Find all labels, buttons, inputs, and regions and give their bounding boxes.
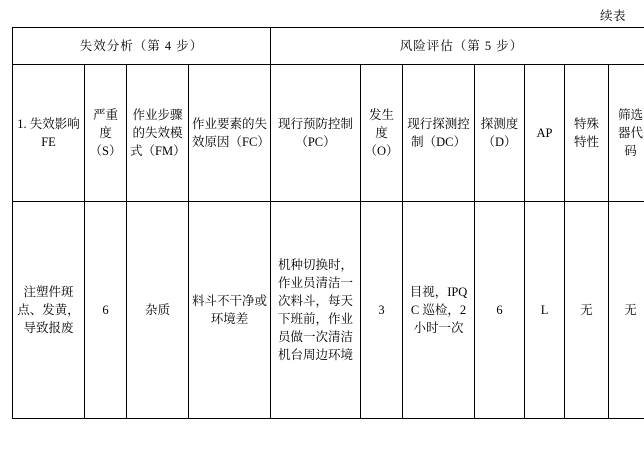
- column-header-prevention-control: 现行预防控制（PC）: [271, 65, 361, 202]
- column-header-severity: 严重度（S）: [85, 65, 127, 202]
- column-header-filter-code: 筛选器代码: [609, 65, 644, 202]
- table-column-header-row: [13, 65, 644, 202]
- table-group-header-row: [13, 28, 644, 65]
- cell-prevention-control: 机种切换时，作业员清洁一次料斗，每天下班前，作业员做一次清洁机台周边环境: [271, 202, 361, 419]
- fmea-table: [12, 27, 644, 419]
- cell-failure-effect: 注塑件斑点、发黄，导致报废: [13, 202, 85, 419]
- group-header-risk-assessment: 风险评估（第 5 步）: [271, 28, 644, 65]
- column-header-failure-cause: 作业要素的失效原因（FC）: [189, 65, 271, 202]
- cell-filter-code: 无: [609, 202, 644, 419]
- column-header-failure-effect: 1. 失效影响 FE: [13, 65, 85, 202]
- column-header-occurrence: 发生度（O）: [361, 65, 403, 202]
- continued-label: 续表: [599, 9, 626, 23]
- cell-failure-cause: 料斗不干净或环境差: [189, 202, 271, 419]
- table-row: [13, 202, 644, 419]
- cell-occurrence: 3: [361, 202, 403, 419]
- cell-failure-mode: 杂质: [127, 202, 189, 419]
- cell-detection: 6: [475, 202, 525, 419]
- cell-severity: 6: [85, 202, 127, 419]
- column-header-detection-control: 现行探测控制（DC）: [403, 65, 475, 202]
- cell-ap: L: [525, 202, 565, 419]
- column-header-failure-mode: 作业步骤的失效模式（FM）: [127, 65, 189, 202]
- column-header-detection: 探测度（D）: [475, 65, 525, 202]
- group-header-failure-analysis: 失效分析（第 4 步）: [13, 28, 271, 65]
- column-header-ap: AP: [525, 65, 565, 202]
- column-header-special-characteristic: 特殊特性: [565, 65, 609, 202]
- cell-detection-control: 目视，IPQC 巡检，2 小时一次: [403, 202, 475, 419]
- cell-special-characteristic: 无: [565, 202, 609, 419]
